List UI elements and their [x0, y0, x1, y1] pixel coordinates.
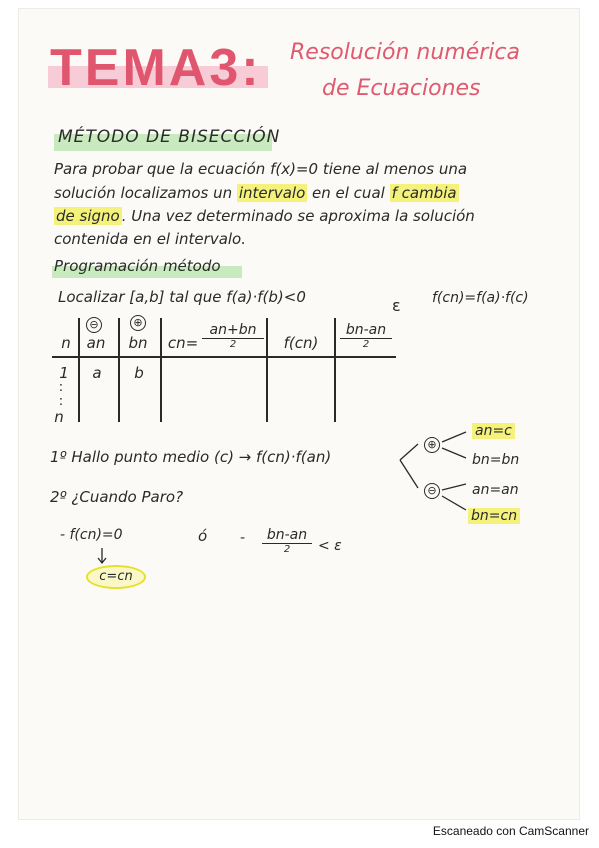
row-dots: : [58, 380, 64, 395]
header-bn: bn [128, 334, 148, 352]
table-col-rule [266, 318, 268, 422]
paragraph-text: en el cual [307, 184, 390, 202]
highlight-bn-cn: bn=cn [468, 508, 520, 524]
minus-sign-icon: ⊖ [86, 317, 102, 333]
plus-sign-icon: ⊕ [130, 315, 146, 331]
epsilon-note: ε [392, 296, 401, 315]
stop-condition-2-fraction [262, 527, 312, 555]
stop-condition-2-suffix: < ε [318, 538, 342, 554]
table-col-rule [118, 318, 120, 422]
table-col-rule [78, 318, 80, 422]
row-last-n: n [54, 408, 64, 426]
header-cn-prefix: cn= [167, 334, 199, 352]
highlight-f-cambia: f cambia [391, 184, 457, 202]
highlight-de-signo: de signo [56, 207, 120, 225]
paragraph-line-4: contenida en el intervalo. [54, 230, 246, 248]
paragraph-line-1: Para probar que la ecuación f(x)=0 tiene al menos una [54, 160, 468, 178]
fraction-numerator: bn-an [262, 527, 312, 544]
branch-plus-bn: bn=bn [472, 452, 520, 468]
fraction-denominator: 2 [229, 339, 237, 350]
title-subtitle-line1: Resolución numérica [290, 40, 520, 65]
row1-bn: b [134, 364, 144, 382]
page-title: TEMA3: [50, 39, 262, 97]
header-n: n [61, 334, 71, 352]
paragraph-line-2 [54, 184, 459, 202]
highlight-intervalo: intervalo [238, 184, 306, 202]
table-header-rule [52, 356, 396, 358]
fraction-denominator: 2 [283, 544, 291, 555]
header-cn-fraction [202, 322, 264, 350]
down-arrow-icon [96, 547, 108, 565]
section-heading: MÉTODO DE BISECCIÓN [58, 127, 281, 147]
fraction-numerator: bn-an [340, 322, 392, 339]
highlight-an-c: an=c [472, 423, 515, 439]
header-an: an [86, 334, 106, 352]
title-subtitle-line2: de Ecuaciones [322, 76, 481, 101]
header-fcn: f(cn) [283, 334, 319, 352]
header-error-fraction [340, 322, 392, 350]
branch-minus-bn [468, 508, 520, 524]
fcn-formula: f(cn)=f(a)·f(c) [432, 290, 529, 306]
step1-label: 1º Hallo punto medio (c) → f(cn)·f(an) [50, 448, 332, 466]
localize-statement: Localizar [a,b] tal que f(a)·f(b)<0 [58, 288, 306, 306]
scanner-watermark: Escaneado con CamScanner [432, 824, 589, 838]
subheading: Programación método [54, 257, 221, 275]
row-dots: : [58, 394, 64, 409]
paragraph-text: solución localizamos un [54, 184, 237, 202]
or-label: ó [198, 527, 208, 545]
branch-plus-an [472, 423, 515, 439]
fraction-denominator: 2 [362, 339, 370, 350]
table-col-rule [334, 318, 336, 422]
plus-branch-icon: ⊕ [424, 437, 440, 453]
fraction-numerator: an+bn [202, 322, 264, 339]
table-col-rule [160, 318, 162, 422]
paragraph-line-3 [54, 207, 475, 225]
circled-result: c=cn [86, 565, 146, 589]
paragraph-text: . Una vez determinado se aproxima la solución [121, 207, 475, 225]
minus-branch-icon: ⊖ [424, 483, 440, 499]
stop-condition-1: - f(cn)=0 [60, 527, 123, 543]
step2-label: 2º ¿Cuando Paro? [50, 488, 184, 506]
row1-an: a [92, 364, 102, 382]
branch-minus-an: an=an [472, 482, 519, 498]
stop-condition-2-prefix: - [240, 530, 246, 546]
row1-n: 1 [59, 364, 69, 382]
